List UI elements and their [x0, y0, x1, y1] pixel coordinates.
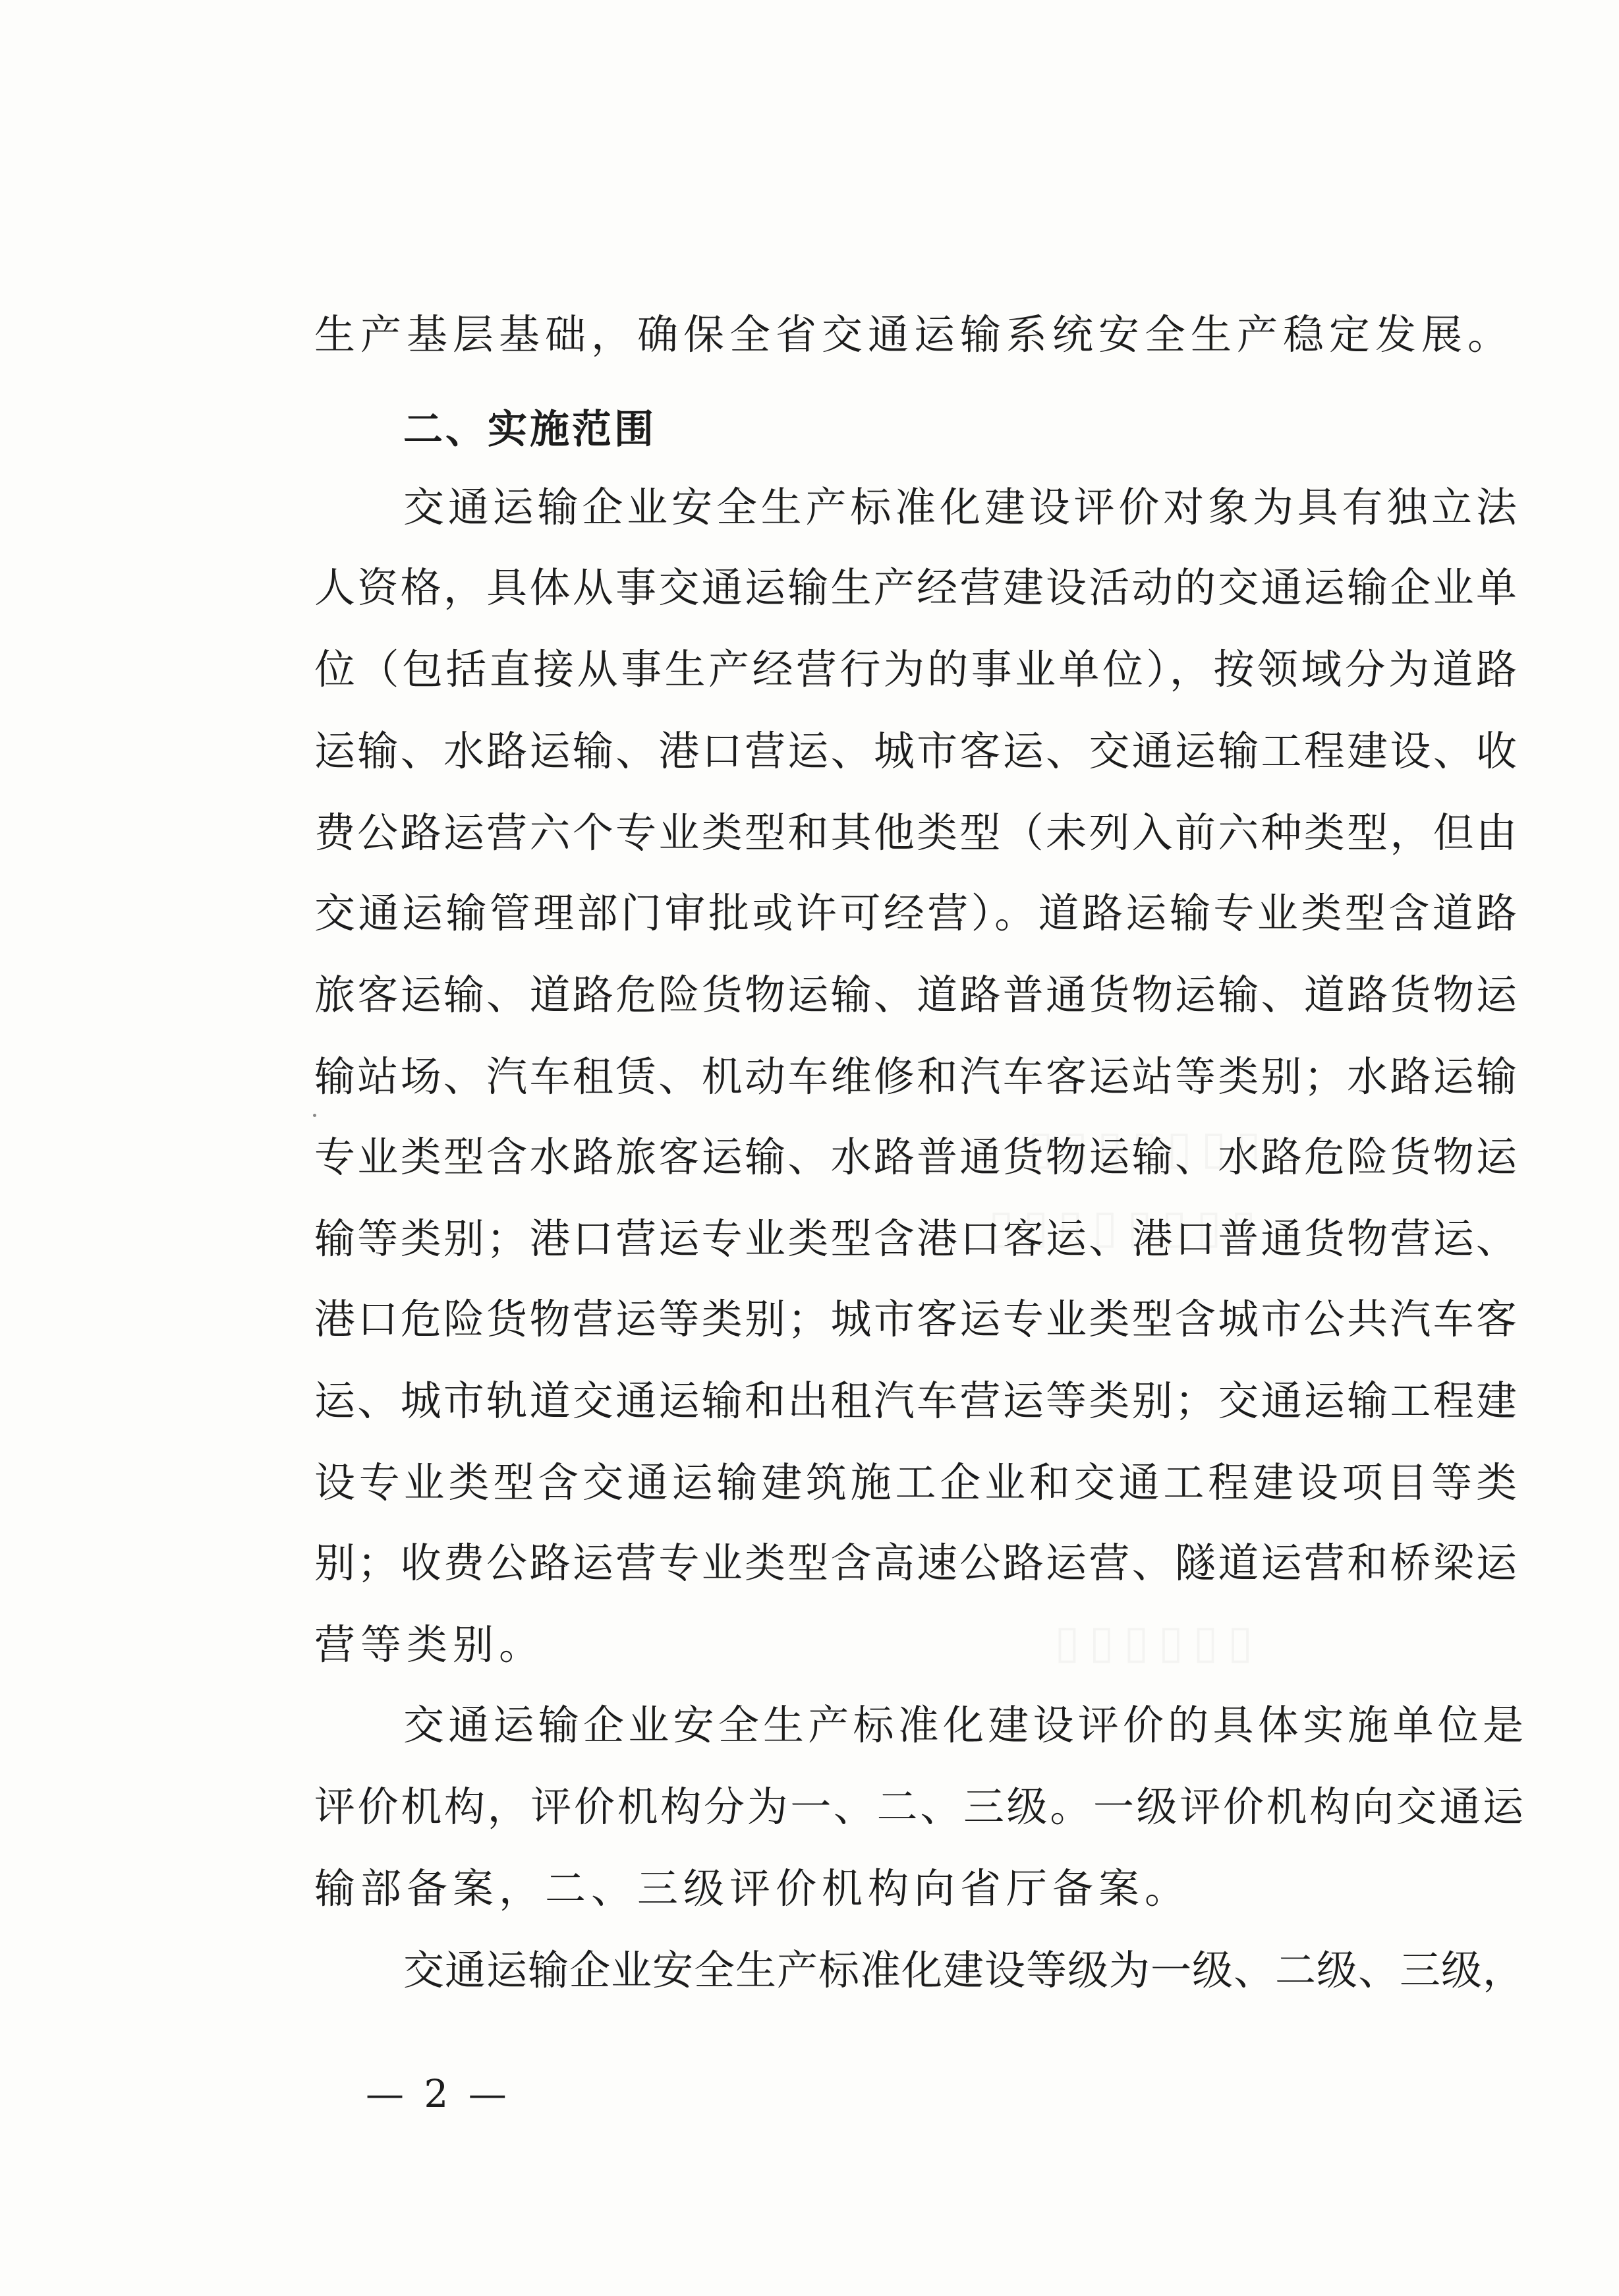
text-line: 别；收费公路运营专业类型含高速公路运营、隧道运营和桥梁运	[314, 1539, 1517, 1587]
text-line: 运、城市轨道交通运输和出租汽车营运等类别；交通运输工程建	[314, 1377, 1517, 1425]
page-number: — 2 —	[366, 2071, 511, 2116]
text-line: 人资格，具体从事交通运输生产经营建设活动的交通运输企业单	[314, 563, 1517, 612]
text-line: 评价机构，评价机构分为一、二、三级。一级评价机构向交通运	[314, 1783, 1523, 1831]
reverse-side-bleed	[1054, 1615, 1262, 1669]
text-line: 营等类别。	[314, 1621, 546, 1669]
text-line: 生产基层基础，确保全省交通运输系统安全生产稳定发展。	[314, 310, 1514, 359]
text-line: 旅客运输、道路危险货物运输、道路普通货物运输、道路货物运	[314, 971, 1517, 1019]
text-line: 运输、水路运输、港口营运、城市客运、交通运输工程建设、收	[314, 727, 1517, 775]
text-line: 交通运输企业安全生产标准化建设等级为一级、二级、三级，	[403, 1946, 1523, 1994]
text-line: 输部备案，二、三级评价机构向省厅备案。	[314, 1864, 1191, 1912]
section-heading: 二、实施范围	[403, 407, 656, 453]
text-line: 位（包括直接从事生产经营行为的事业单位），按领域分为道路	[314, 645, 1517, 693]
text-line: 交通运输企业安全生产标准化建设评价对象为具有独立法	[403, 483, 1517, 531]
text-line: 交通运输管理部门审批或许可经营）。道路运输专业类型含道路	[314, 889, 1517, 937]
text-line: 费公路运营六个专业类型和其他类型（未列入前六种类型，但由	[314, 809, 1517, 857]
scan-speck	[313, 1114, 316, 1117]
text-line: 输等类别；港口营运专业类型含港口客运、港口普通货物营运、	[314, 1215, 1517, 1263]
text-line: 交通运输企业安全生产标准化建设评价的具体实施单位是	[403, 1701, 1523, 1749]
text-line: 港口危险货物营运等类别；城市客运专业类型含城市公共汽车客	[314, 1295, 1517, 1343]
text-line: 设专业类型含交通运输建筑施工企业和交通工程建设项目等类	[314, 1458, 1517, 1507]
text-line: 专业类型含水路旅客运输、水路普通货物运输、水路危险货物运	[314, 1133, 1517, 1181]
text-line: 输站场、汽车租赁、机动车维修和汽车客运站等类别；水路运输	[314, 1052, 1517, 1101]
